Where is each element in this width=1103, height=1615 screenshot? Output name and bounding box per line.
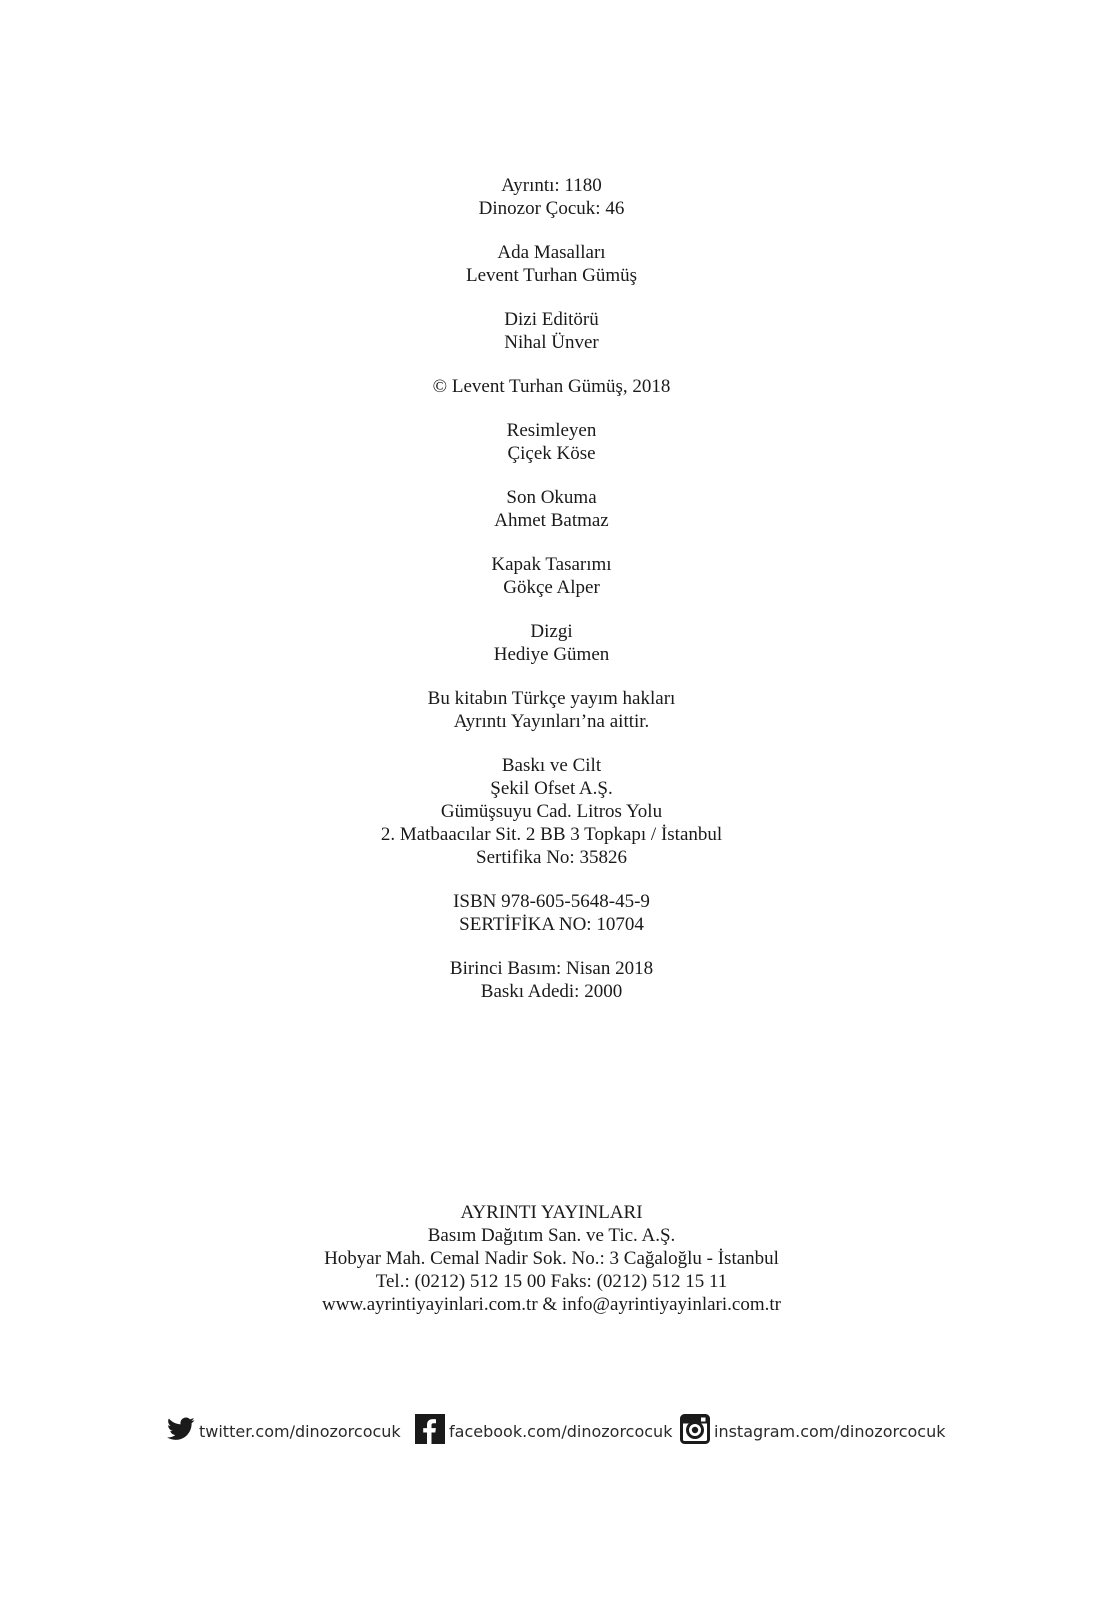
facebook-text: facebook.com/dinozorcocuk bbox=[449, 1421, 673, 1441]
printing-block bbox=[0, 754, 1103, 869]
proofreading-block bbox=[0, 486, 1103, 532]
twitter-text: twitter.com/dinozorcocuk bbox=[199, 1421, 401, 1441]
illustrator-label: Resimleyen bbox=[506, 420, 597, 441]
rights-line-2: Ayrıntı Yayınları’na aittir. bbox=[453, 711, 650, 732]
instagram-icon bbox=[680, 1414, 710, 1448]
typesetting-block bbox=[0, 620, 1103, 666]
series-number: Ayrıntı: 1180 bbox=[501, 175, 602, 196]
twitter-icon bbox=[167, 1417, 195, 1445]
isbn: ISBN 978-605-5648-45-9 bbox=[453, 891, 650, 912]
publisher-phone: Tel.: (0212) 512 15 00 Faks: (0212) 512 15 11 bbox=[375, 1271, 728, 1292]
publisher-info bbox=[0, 1201, 1103, 1316]
printer-address-2: 2. Matbaacılar Sit. 2 BB 3 Topkapı / İstanbul bbox=[380, 824, 723, 845]
printer-name: Şekil Ofset A.Ş. bbox=[490, 778, 613, 799]
proofreading-label: Son Okuma bbox=[506, 487, 597, 508]
facebook-link bbox=[415, 1413, 672, 1449]
rights-block bbox=[0, 687, 1103, 733]
twitter-link bbox=[167, 1413, 401, 1449]
book-title: Ada Masalları bbox=[497, 242, 606, 263]
printer-address-1: Gümüşsuyu Cad. Litros Yolu bbox=[440, 801, 663, 822]
series-block bbox=[0, 174, 1103, 220]
editor-name: Nihal Ünver bbox=[504, 332, 599, 353]
copyright-block bbox=[0, 375, 1103, 398]
cover-designer-name: Gökçe Alper bbox=[503, 577, 600, 598]
instagram-link bbox=[680, 1413, 946, 1449]
sub-series-number: Dinozor Çocuk: 46 bbox=[478, 198, 625, 219]
colophon bbox=[0, 174, 1103, 1024]
typesetter-name: Hediye Gümen bbox=[493, 644, 610, 665]
title-block bbox=[0, 241, 1103, 287]
illustrator-block bbox=[0, 419, 1103, 465]
edition-block bbox=[0, 957, 1103, 1003]
instagram-text: instagram.com/dinozorcocuk bbox=[714, 1421, 946, 1441]
edition-date: Birinci Basım: Nisan 2018 bbox=[449, 958, 654, 979]
publisher-web: www.ayrintiyayinlari.com.tr & info@ayrintiyayinlari.com.tr bbox=[322, 1294, 781, 1315]
cover-design-label: Kapak Tasarımı bbox=[491, 554, 612, 575]
publisher-name: AYRINTI YAYINLARI bbox=[460, 1202, 643, 1223]
isbn-block bbox=[0, 890, 1103, 936]
author-name: Levent Turhan Gümüş bbox=[466, 265, 637, 286]
copyright-line: © Levent Turhan Gümüş, 2018 bbox=[432, 376, 671, 397]
rights-line-1: Bu kitabın Türkçe yayım hakları bbox=[427, 688, 676, 709]
illustrator-name: Çiçek Köse bbox=[507, 443, 596, 464]
printer-certificate: Sertifika No: 35826 bbox=[476, 847, 627, 868]
print-run: Baskı Adedi: 2000 bbox=[480, 981, 623, 1002]
editor-block bbox=[0, 308, 1103, 354]
cover-design-block bbox=[0, 553, 1103, 599]
printing-label: Baskı ve Cilt bbox=[501, 755, 602, 776]
editor-label: Dizi Editörü bbox=[504, 309, 599, 330]
proofreader-name: Ahmet Batmaz bbox=[494, 510, 609, 531]
publisher-certificate: SERTİFİKA NO: 10704 bbox=[459, 914, 644, 935]
publisher-address: Hobyar Mah. Cemal Nadir Sok. No.: 3 Cağaloğlu - İstanbul bbox=[324, 1248, 779, 1269]
facebook-icon bbox=[415, 1414, 445, 1448]
typesetting-label: Dizgi bbox=[530, 621, 573, 642]
publisher-company: Basım Dağıtım San. ve Tic. A.Ş. bbox=[427, 1225, 676, 1246]
